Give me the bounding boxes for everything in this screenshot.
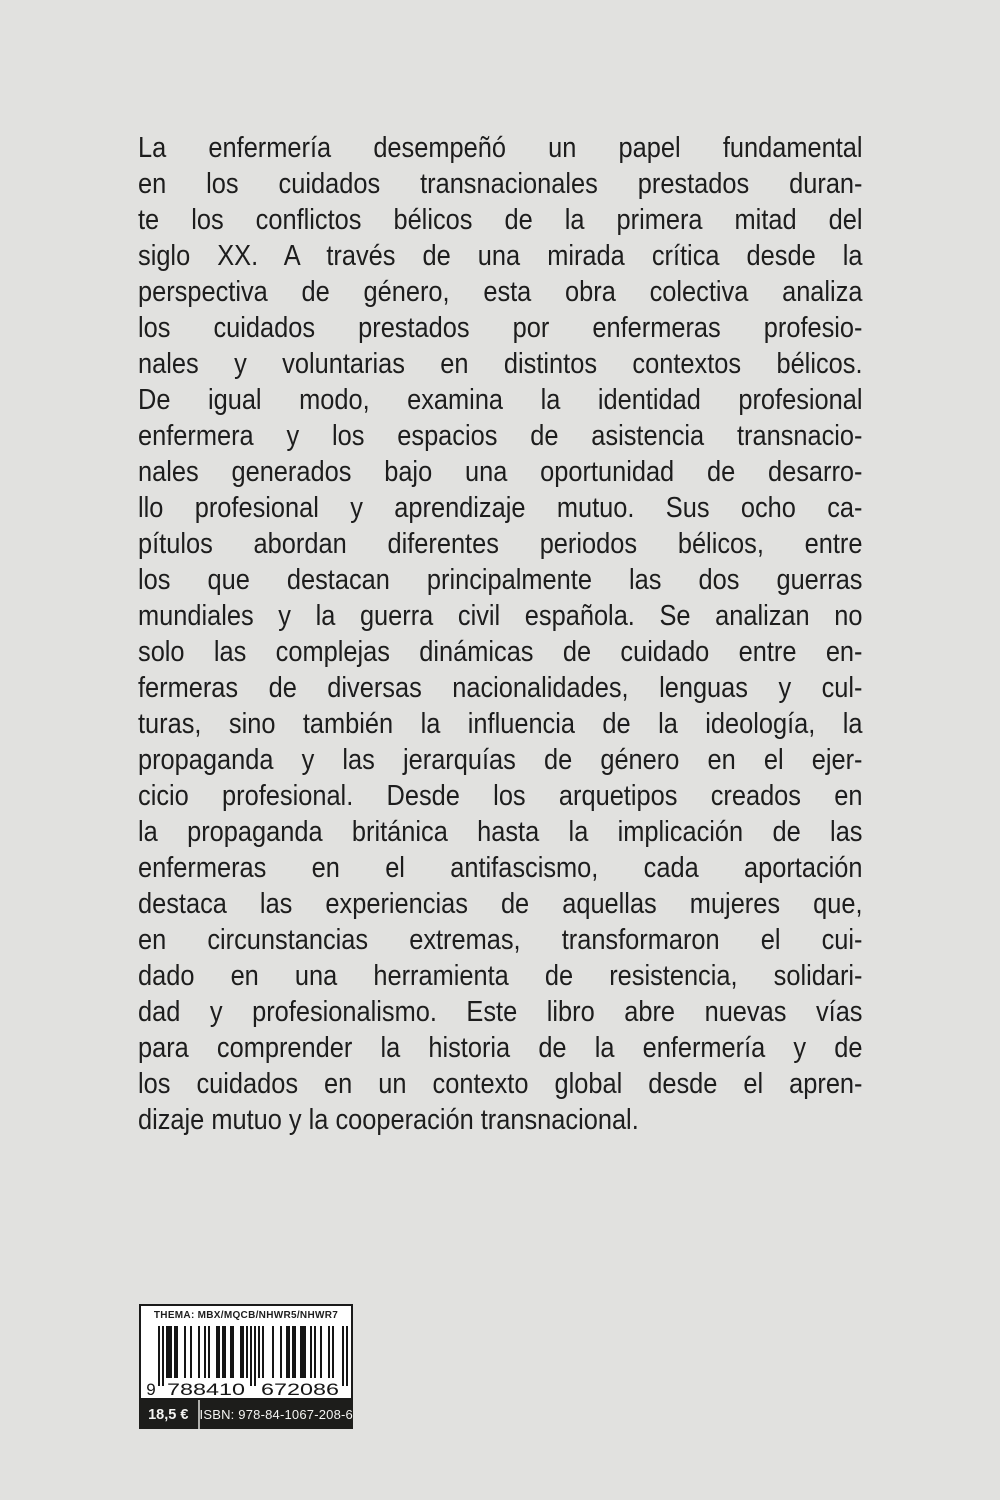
synopsis-line: pítulos abordan diferentes periodos bélicos, entre bbox=[138, 528, 863, 560]
synopsis-line: fermeras de diversas nacionalidades, lenguas y cul- bbox=[138, 672, 863, 704]
thema-code: THEMA: MBX/MQCB/NHWR5/NHWR7 bbox=[153, 1310, 339, 1321]
synopsis-line: enfermeras en el antifascismo, cada aportación bbox=[138, 852, 863, 884]
price-strip bbox=[139, 1400, 353, 1429]
synopsis-line: enfermera y los espacios de asistencia transnacio- bbox=[138, 420, 863, 452]
synopsis-line: los cuidados prestados por enfermeras profesio- bbox=[138, 312, 863, 344]
synopsis-line: llo profesional y aprendizaje mutuo. Sus ocho ca- bbox=[138, 492, 863, 524]
synopsis-line: siglo XX. A través de una mirada crítica desde la bbox=[138, 240, 863, 272]
synopsis-line: La enfermería desempeñó un papel fundamental bbox=[138, 132, 863, 164]
synopsis-line: destaca las experiencias de aquellas mujeres que, bbox=[138, 888, 863, 920]
isbn-label: ISBN: 978-84-1067-208-6 bbox=[199, 1407, 353, 1422]
synopsis-line: nales generados bajo una oportunidad de desarro- bbox=[138, 456, 863, 488]
synopsis-text bbox=[138, 130, 863, 1138]
synopsis-line: dizaje mutuo y la cooperación transnacional. bbox=[138, 1104, 639, 1136]
synopsis-line: te los conflictos bélicos de la primera mitad del bbox=[138, 204, 863, 236]
synopsis-line: dado en una herramienta de resistencia, solidari- bbox=[138, 960, 863, 992]
synopsis-line: la propaganda británica hasta la implicación de las bbox=[138, 816, 863, 848]
synopsis-line: mundiales y la guerra civil española. Se analizan no bbox=[138, 600, 863, 632]
synopsis-line: los que destacan principalmente las dos guerras bbox=[138, 564, 863, 596]
synopsis-line: para comprender la historia de la enfermería y de bbox=[138, 1032, 863, 1064]
synopsis-line: en circunstancias extremas, transformaron el cui- bbox=[138, 924, 863, 956]
synopsis-line: dad y profesionalismo. Este libro abre nuevas vías bbox=[138, 996, 863, 1028]
barcode-block bbox=[139, 1304, 353, 1429]
synopsis-line: turas, sino también la influencia de la ideología, la bbox=[138, 708, 863, 740]
ean-digit-group: 672086 bbox=[261, 1380, 339, 1398]
synopsis-line: cicio profesional. Desde los arquetipos creados en bbox=[138, 780, 863, 812]
synopsis-line: en los cuidados transnacionales prestados duran- bbox=[138, 168, 863, 200]
synopsis-line: De igual modo, examina la identidad profesional bbox=[138, 384, 863, 416]
synopsis-line: los cuidados en un contexto global desde el apren- bbox=[138, 1068, 863, 1100]
price-label: 18,5 € bbox=[139, 1400, 200, 1429]
synopsis-line: solo las complejas dinámicas de cuidado entre en- bbox=[138, 636, 863, 668]
synopsis-line: nales y voluntarias en distintos contextos bélicos. bbox=[138, 348, 863, 380]
barcode-label bbox=[139, 1304, 353, 1400]
synopsis-line: propaganda y las jerarquías de género en el ejer- bbox=[138, 744, 863, 776]
synopsis-line: perspectiva de género, esta obra colectiva analiza bbox=[138, 276, 863, 308]
ean-barcode bbox=[144, 1326, 348, 1398]
ean-digit-group: 9 bbox=[146, 1380, 156, 1398]
ean-digit-group: 788410 bbox=[167, 1380, 245, 1398]
